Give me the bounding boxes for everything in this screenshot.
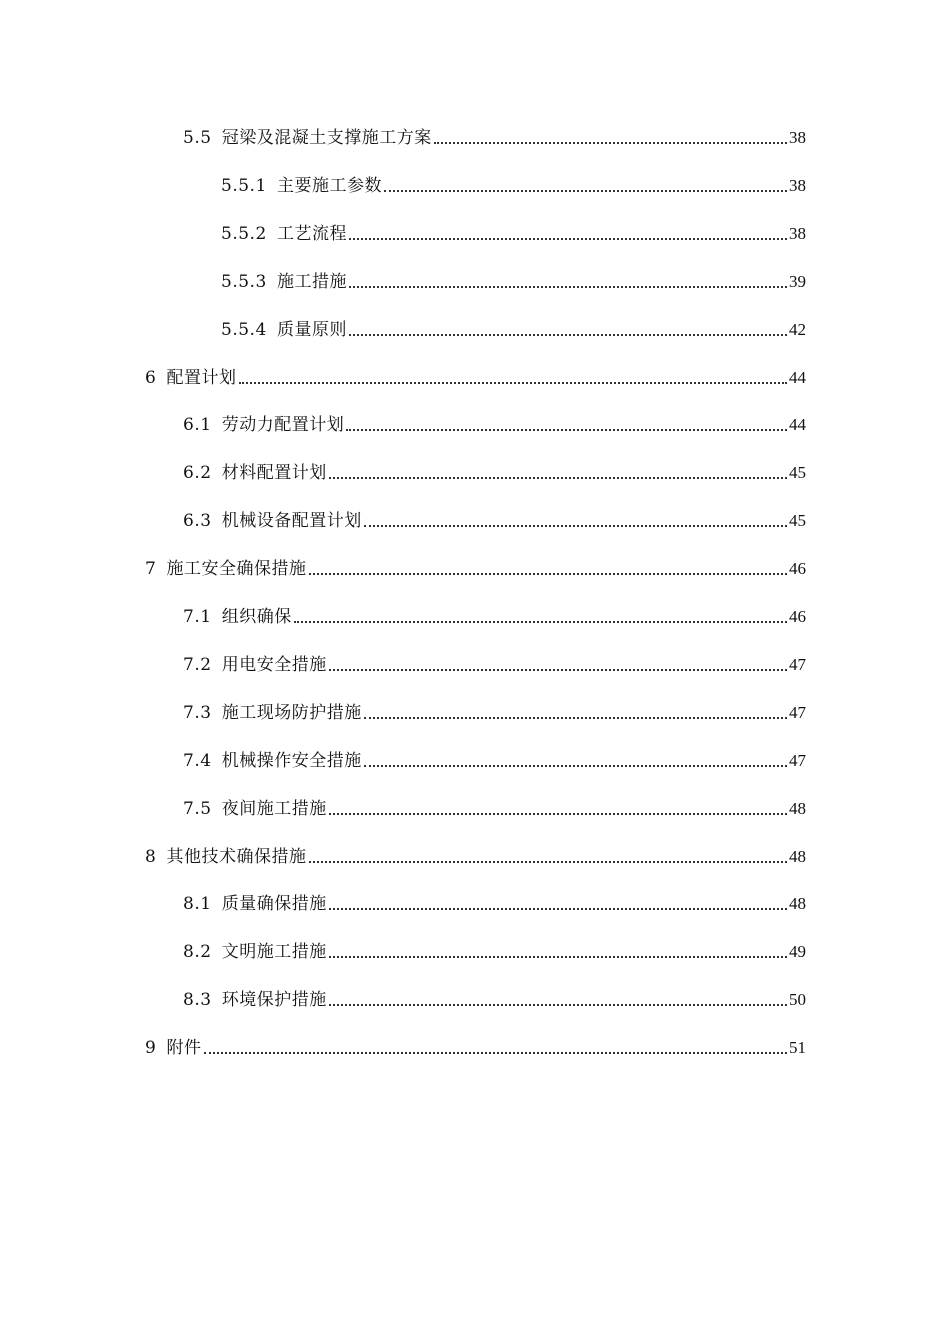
toc-entry-title: 质量确保措施 bbox=[221, 894, 327, 914]
toc-entry-number: 9 bbox=[145, 1038, 157, 1058]
toc-entry-label bbox=[183, 893, 327, 915]
toc-entry-title: 组织确保 bbox=[221, 607, 292, 627]
toc-entry-label bbox=[221, 319, 347, 341]
toc-dot-leader bbox=[309, 861, 787, 863]
toc-entry-number: 5.5.1 bbox=[221, 176, 267, 196]
toc-page-number: 46 bbox=[789, 559, 806, 578]
toc-entry-label bbox=[183, 654, 327, 676]
toc-dot-leader bbox=[329, 908, 787, 910]
toc-entry-number: 8.1 bbox=[183, 894, 212, 914]
toc-entry[interactable] bbox=[183, 119, 806, 149]
toc-entry-title: 机械操作安全措施 bbox=[221, 751, 362, 771]
toc-entry-number: 5.5.4 bbox=[221, 320, 267, 340]
toc-entry[interactable] bbox=[221, 167, 806, 197]
toc-entry-title: 主要施工参数 bbox=[276, 176, 382, 196]
toc-entry-number: 8.2 bbox=[183, 942, 212, 962]
toc-page-number: 44 bbox=[789, 368, 806, 387]
toc-entry[interactable] bbox=[183, 598, 806, 628]
toc-page-number: 47 bbox=[789, 751, 806, 770]
toc-entry[interactable] bbox=[183, 502, 806, 532]
toc-entry[interactable] bbox=[183, 933, 806, 963]
toc-entry-title: 文明施工措施 bbox=[221, 942, 327, 962]
toc-page-number: 45 bbox=[789, 463, 806, 482]
toc-dot-leader bbox=[364, 525, 787, 527]
toc-page-number: 50 bbox=[789, 990, 806, 1009]
toc-entry-number: 6.2 bbox=[183, 463, 212, 483]
toc-page-number: 47 bbox=[789, 655, 806, 674]
toc-entry-label bbox=[221, 271, 347, 293]
toc-page-number: 38 bbox=[789, 128, 806, 147]
toc-entry[interactable] bbox=[145, 359, 806, 389]
toc-entry-label bbox=[183, 702, 362, 724]
toc-entry-label bbox=[183, 798, 327, 820]
toc-dot-leader bbox=[239, 382, 787, 384]
toc-entry-number: 6.3 bbox=[183, 511, 212, 531]
toc-page-number: 48 bbox=[789, 894, 806, 913]
toc-dot-leader bbox=[329, 477, 787, 479]
toc-page-number: 38 bbox=[789, 176, 806, 195]
toc-entry[interactable] bbox=[221, 263, 806, 293]
toc-entry[interactable] bbox=[183, 790, 806, 820]
toc-entry-title: 质量原则 bbox=[276, 320, 347, 340]
toc-page-number: 44 bbox=[789, 415, 806, 434]
toc-entry-label bbox=[221, 175, 382, 197]
toc-dot-leader bbox=[329, 669, 787, 671]
toc-entry-title: 施工现场防护措施 bbox=[221, 703, 362, 723]
toc-entry-title: 夜间施工措施 bbox=[221, 799, 327, 819]
toc-entry-title: 施工措施 bbox=[276, 272, 347, 292]
toc-dot-leader bbox=[329, 813, 787, 815]
toc-entry[interactable] bbox=[183, 406, 806, 436]
toc-entry[interactable] bbox=[221, 311, 806, 341]
toc-entry[interactable] bbox=[183, 742, 806, 772]
toc-dot-leader bbox=[329, 956, 787, 958]
toc-dot-leader bbox=[364, 765, 787, 767]
toc-page-number: 39 bbox=[789, 272, 806, 291]
toc-page-number: 46 bbox=[789, 607, 806, 626]
toc-entry-label bbox=[145, 558, 307, 580]
toc-entry[interactable] bbox=[221, 215, 806, 245]
toc-dot-leader bbox=[384, 190, 787, 192]
toc-entry-label bbox=[183, 941, 327, 963]
toc-page-number: 51 bbox=[789, 1038, 806, 1057]
toc-entry[interactable] bbox=[183, 981, 806, 1011]
toc-entry-number: 8 bbox=[145, 847, 157, 867]
toc-entry[interactable] bbox=[145, 838, 806, 868]
toc-entry-title: 其他技术确保措施 bbox=[166, 847, 307, 867]
toc-page-number: 48 bbox=[789, 847, 806, 866]
toc-page-number: 38 bbox=[789, 224, 806, 243]
toc-entry-label bbox=[145, 367, 237, 389]
toc-dot-leader bbox=[364, 717, 787, 719]
toc-entry-number: 7.4 bbox=[183, 751, 212, 771]
toc-entry[interactable] bbox=[145, 1029, 806, 1059]
toc-dot-leader bbox=[204, 1052, 787, 1054]
toc-page-number: 45 bbox=[789, 511, 806, 530]
toc-entry[interactable] bbox=[183, 646, 806, 676]
toc-entry-number: 8.3 bbox=[183, 990, 212, 1010]
toc-entry-title: 附件 bbox=[166, 1038, 202, 1058]
toc-entry-number: 5.5 bbox=[183, 128, 212, 148]
toc-dot-leader bbox=[349, 334, 787, 336]
toc-dot-leader bbox=[434, 142, 787, 144]
toc-entry-title: 材料配置计划 bbox=[221, 463, 327, 483]
toc-entry-label bbox=[183, 606, 292, 628]
toc-entry-title: 机械设备配置计划 bbox=[221, 511, 362, 531]
toc-entry[interactable] bbox=[183, 694, 806, 724]
toc-entry-label bbox=[145, 846, 307, 868]
toc-dot-leader bbox=[309, 573, 787, 575]
toc-entry-number: 7.1 bbox=[183, 607, 212, 627]
toc-dot-leader bbox=[346, 429, 787, 431]
toc-entry-title: 环境保护措施 bbox=[221, 990, 327, 1010]
toc-entry-number: 6.1 bbox=[183, 415, 212, 435]
toc-entry[interactable] bbox=[183, 454, 806, 484]
toc-entry-label bbox=[183, 462, 327, 484]
toc-entry-title: 冠梁及混凝土支撑施工方案 bbox=[221, 128, 432, 148]
toc-page-number: 47 bbox=[789, 703, 806, 722]
toc-entry-label bbox=[145, 1037, 202, 1059]
toc-entry-title: 劳动力配置计划 bbox=[221, 415, 345, 435]
toc-dot-leader bbox=[294, 621, 787, 623]
toc-entry-number: 5.5.3 bbox=[221, 272, 267, 292]
toc-entry-number: 5.5.2 bbox=[221, 224, 267, 244]
toc-entry[interactable] bbox=[183, 885, 806, 915]
toc-entry-label bbox=[183, 750, 362, 772]
toc-page-number: 48 bbox=[789, 799, 806, 818]
toc-dot-leader bbox=[329, 1004, 787, 1006]
toc-dot-leader bbox=[349, 238, 787, 240]
toc-page-number: 42 bbox=[789, 320, 806, 339]
toc-entry[interactable] bbox=[145, 550, 806, 580]
toc-entry-number: 7 bbox=[145, 559, 157, 579]
toc-entry-label bbox=[183, 989, 327, 1011]
toc-entry-title: 用电安全措施 bbox=[221, 655, 327, 675]
toc-entry-number: 6 bbox=[145, 368, 157, 388]
toc-dot-leader bbox=[349, 286, 787, 288]
toc-entry-label bbox=[221, 223, 347, 245]
toc-entry-title: 施工安全确保措施 bbox=[166, 559, 307, 579]
toc-entry-label bbox=[183, 510, 362, 532]
toc-entry-label bbox=[183, 127, 432, 149]
toc-entry-number: 7.2 bbox=[183, 655, 212, 675]
toc-entry-number: 7.5 bbox=[183, 799, 212, 819]
toc-entry-number: 7.3 bbox=[183, 703, 212, 723]
toc-entry-title: 工艺流程 bbox=[276, 224, 347, 244]
toc-entry-label bbox=[183, 414, 344, 436]
toc-page-number: 49 bbox=[789, 942, 806, 961]
toc-entry-title: 配置计划 bbox=[166, 368, 237, 388]
